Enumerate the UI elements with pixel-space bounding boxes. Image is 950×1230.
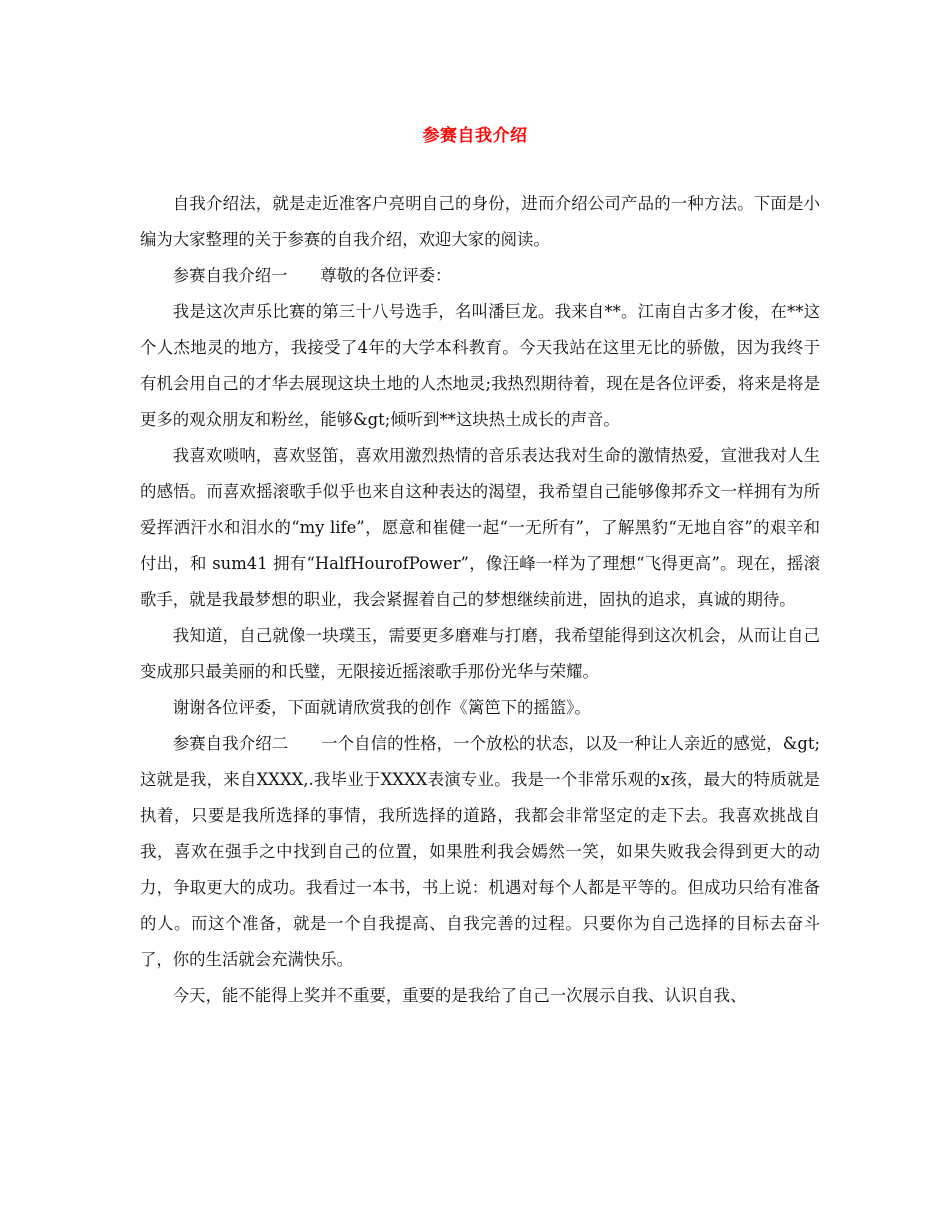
document-title: 参赛自我介绍 — [422, 126, 528, 146]
paragraph-section-two: 参赛自我介绍二 一个自信的性格，一个放松的状态，以及一种让人亲近的感觉，&gt;这就是我，来自XXXX,.我毕业于XXXX表演专业。我是一个非常乐观的x孩，最大的特质就是执着，只要是我所选择的事情，我所选择的道路，我都会非常坚定的走下去。我喜欢挑战自我，喜欢在强手之中找到自己的位置，如果胜利我会嫣然一笑，如果失败我会得到更大的动力，争取更大的成功。我看过一本书，书上说：机遇对每个人都是平等的。但成功只给有准备的人。而这个准备，就是一个自我提高、自我完善的过程。只要你为自己选择的目标去奋斗了，你的生活就会充满快乐。 — [140, 734, 820, 969]
paragraph-self-introduction: 我是这次声乐比赛的第三十八号选手，名叫潘巨龙。我来自**。江南自古多才俊，在**这个人杰地灵的地方，我接受了4年的大学本科教育。今天我站在这里无比的骄傲，因为我终于有机会用自己的才华去展现这块土地的人杰地灵;我热烈期待着，现在是各位评委，将来是将是更多的观众朋友和粉丝，能够&gt;倾听到**这块热土成长的声音。 — [140, 302, 820, 429]
paragraph-aspiration: 我知道，自己就像一块璞玉，需要更多磨难与打磨，我希望能得到这次机会，从而让自己变成那只最美丽的和氏璧，无限接近摇滚歌手那份光华与荣耀。 — [140, 626, 820, 681]
paragraph-closing: 今天，能不能得上奖并不重要，重要的是我给了自己一次展示自我、认识自我、 — [172, 986, 747, 1005]
document-body — [140, 186, 820, 1014]
paragraph-hobbies: 我喜欢唢呐，喜欢竖笛，喜欢用激烈热情的音乐表达我对生命的激情热爱，宣泄我对人生的感悟。而喜欢摇滚歌手似乎也来自这种表达的渴望，我希望自己能够像邦乔文一样拥有为所爱挥洒汗水和泪水的“my life”，愿意和崔健一起“一无所有”，了解黑豹“无地自容”的艰辛和付出，和 sum41 拥有“HalfHourofPower”，像汪峰一样为了理想“飞得更高”。现在，摇滚歌手，就是我最梦想的职业，我会紧握着自己的梦想继续前进，固执的追求，真诚的期待。 — [140, 446, 820, 609]
paragraph-section-one-heading: 参赛自我介绍一 尊敬的各位评委： — [172, 266, 452, 285]
paragraph-thanks: 谢谢各位评委，下面就请欣赏我的创作《篱笆下的摇篮》。 — [172, 698, 591, 717]
paragraph-intro: 自我介绍法，就是走近准客户亮明自己的身份，进而介绍公司产品的一种方法。下面是小编为大家整理的关于参赛的自我介绍，欢迎大家的阅读。 — [140, 194, 820, 249]
